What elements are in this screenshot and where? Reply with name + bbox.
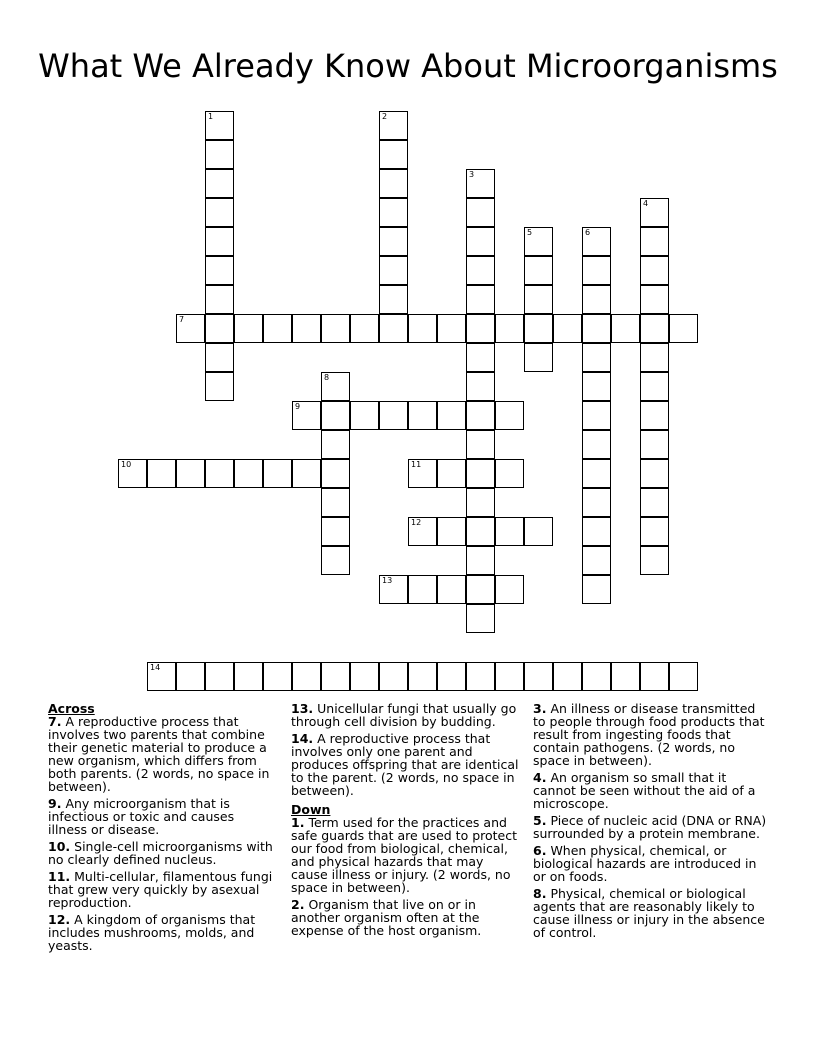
grid-cell[interactable] <box>582 459 611 488</box>
grid-cell[interactable] <box>292 459 321 488</box>
grid-cell[interactable] <box>466 227 495 256</box>
grid-cell[interactable] <box>640 401 669 430</box>
grid-cell[interactable] <box>640 372 669 401</box>
grid-cell[interactable] <box>437 575 466 604</box>
grid-cell[interactable] <box>582 343 611 372</box>
grid-cell[interactable] <box>582 662 611 691</box>
grid-cell[interactable] <box>263 662 292 691</box>
grid-cell[interactable] <box>495 517 524 546</box>
grid-cell[interactable] <box>466 517 495 546</box>
grid-cell[interactable] <box>321 401 350 430</box>
clue-across-11: 11. Multi-cellular, filamentous fungi that grew very quickly by asexual reproduction. <box>48 869 273 910</box>
clue-across-13: 13. Unicellular fungi that usually go through cell division by budding. <box>291 701 517 729</box>
grid-cell[interactable] <box>466 575 495 604</box>
grid-cell[interactable] <box>147 459 176 488</box>
grid-cell[interactable] <box>640 198 669 227</box>
grid-cell[interactable] <box>205 198 234 227</box>
grid-cell[interactable] <box>582 488 611 517</box>
grid-cell[interactable] <box>640 459 669 488</box>
grid-cell[interactable] <box>669 314 698 343</box>
grid-cell[interactable] <box>147 662 176 691</box>
clue-down-2: 2. Organism that live on or in another organism often at the expense of the host organism. <box>291 897 482 938</box>
clue-down-8: 8. Physical, chemical or biological agents that are reasonably likely to cause illness or injury in the absence of control. <box>533 886 765 940</box>
grid-cell[interactable] <box>379 575 408 604</box>
grid-cell[interactable] <box>379 401 408 430</box>
clue-across-12: 12. A kingdom of organisms that includes mushrooms, molds, and yeasts. <box>48 912 256 953</box>
grid-cell[interactable] <box>466 256 495 285</box>
grid-cell[interactable] <box>640 430 669 459</box>
grid-cell[interactable] <box>553 314 582 343</box>
grid-cell[interactable] <box>379 140 408 169</box>
cell-number: 8 <box>324 373 330 382</box>
grid-cell[interactable] <box>640 488 669 517</box>
cell-number: 6 <box>585 228 591 237</box>
grid-cell[interactable] <box>176 459 205 488</box>
grid-cell[interactable] <box>466 459 495 488</box>
grid-cell[interactable] <box>321 372 350 401</box>
grid-cell[interactable] <box>205 169 234 198</box>
grid-cell[interactable] <box>582 285 611 314</box>
grid-cell[interactable] <box>582 517 611 546</box>
grid-cell[interactable] <box>379 662 408 691</box>
grid-cell[interactable] <box>292 401 321 430</box>
grid-cell[interactable] <box>205 459 234 488</box>
grid-cell[interactable] <box>234 314 263 343</box>
grid-cell[interactable] <box>640 343 669 372</box>
grid-cell[interactable] <box>437 314 466 343</box>
grid-cell[interactable] <box>205 227 234 256</box>
grid-cell[interactable] <box>205 140 234 169</box>
cell-number: 13 <box>382 576 393 585</box>
grid-cell[interactable] <box>466 314 495 343</box>
grid-cell[interactable] <box>321 459 350 488</box>
grid-cell[interactable] <box>640 285 669 314</box>
grid-cell[interactable] <box>466 372 495 401</box>
clue-across-9: 9. Any microorganism that is infectious or toxic and causes illness or disease. <box>48 796 235 837</box>
cell-number: 11 <box>411 460 422 469</box>
grid-cell[interactable] <box>205 662 234 691</box>
grid-cell[interactable] <box>524 285 553 314</box>
grid-cell[interactable] <box>466 546 495 575</box>
grid-cell[interactable] <box>495 662 524 691</box>
grid-cell[interactable] <box>321 314 350 343</box>
grid-cell[interactable] <box>379 285 408 314</box>
grid-cell[interactable] <box>408 517 437 546</box>
clues-column-2 <box>291 702 523 941</box>
grid-cell[interactable] <box>176 314 205 343</box>
grid-cell[interactable] <box>495 314 524 343</box>
grid-cell[interactable] <box>582 314 611 343</box>
grid-cell[interactable] <box>582 401 611 430</box>
grid-cell[interactable] <box>321 488 350 517</box>
grid-cell[interactable] <box>205 372 234 401</box>
grid-cell[interactable] <box>582 372 611 401</box>
grid-cell[interactable] <box>466 430 495 459</box>
grid-cell[interactable] <box>408 314 437 343</box>
grid-cell[interactable] <box>582 430 611 459</box>
grid-cell[interactable] <box>205 111 234 140</box>
grid-cell[interactable] <box>350 662 379 691</box>
grid-cell[interactable] <box>321 662 350 691</box>
grid-cell[interactable] <box>437 517 466 546</box>
grid-cell[interactable] <box>669 662 698 691</box>
grid-cell[interactable] <box>466 343 495 372</box>
grid-cell[interactable] <box>466 662 495 691</box>
grid-cell[interactable] <box>437 662 466 691</box>
cell-number: 2 <box>382 112 388 121</box>
grid-cell[interactable] <box>524 314 553 343</box>
grid-cell[interactable] <box>466 488 495 517</box>
grid-cell[interactable] <box>495 401 524 430</box>
grid-cell[interactable] <box>408 575 437 604</box>
grid-cell[interactable] <box>408 459 437 488</box>
grid-cell[interactable] <box>234 662 263 691</box>
grid-cell[interactable] <box>640 314 669 343</box>
page-title: What We Already Know About Microorganisms <box>38 47 778 85</box>
grid-cell[interactable] <box>321 546 350 575</box>
clue-across-14: 14. A reproductive process that involves only one parent and produces offspring that are identical to the parent. (2 words, no space in between). <box>291 731 519 798</box>
clue-across-10: 10. Single-cell microorganisms with no clearly defined nucleus. <box>48 839 273 867</box>
grid-cell[interactable] <box>379 256 408 285</box>
grid-cell[interactable] <box>379 111 408 140</box>
clue-across-7: 7. A reproductive process that involves two parents that combine their genetic material to produce a new organism, which differs from both parents. (2 words, no space in between). <box>48 714 270 794</box>
clue-down-1: 1. Term used for the practices and safe guards that are used to protect our food from biological, chemical, and physical hazards that may cause illness or injury. (2 words, no space in between). <box>291 815 518 895</box>
grid-cell[interactable] <box>640 256 669 285</box>
grid-cell[interactable] <box>437 401 466 430</box>
grid-cell[interactable] <box>466 169 495 198</box>
grid-cell[interactable] <box>495 459 524 488</box>
grid-cell[interactable] <box>321 430 350 459</box>
grid-cell[interactable] <box>495 575 524 604</box>
grid-cell[interactable] <box>234 459 263 488</box>
cell-number: 14 <box>150 663 161 672</box>
grid-cell[interactable] <box>176 662 205 691</box>
cell-number: 1 <box>208 112 214 121</box>
grid-cell[interactable] <box>582 575 611 604</box>
clues-column-3 <box>533 702 769 943</box>
across-heading: Across <box>48 701 95 716</box>
cell-number: 12 <box>411 518 422 527</box>
grid-cell[interactable] <box>611 662 640 691</box>
grid-cell[interactable] <box>466 285 495 314</box>
grid-cell[interactable] <box>582 546 611 575</box>
grid-cell[interactable] <box>379 198 408 227</box>
cell-number: 10 <box>121 460 132 469</box>
grid-cell[interactable] <box>118 459 147 488</box>
grid-cell[interactable] <box>524 662 553 691</box>
grid-cell[interactable] <box>408 662 437 691</box>
clue-down-4: 4. An organism so small that it cannot be seen without the aid of a microscope. <box>533 770 756 811</box>
clue-down-6: 6. When physical, chemical, or biological hazards are introduced in or on foods. <box>533 843 757 884</box>
cell-number: 4 <box>643 199 649 208</box>
grid-cell[interactable] <box>205 256 234 285</box>
cell-number: 3 <box>469 170 475 179</box>
grid-cell[interactable] <box>379 169 408 198</box>
grid-cell[interactable] <box>466 604 495 633</box>
grid-cell[interactable] <box>408 401 437 430</box>
grid-cell[interactable] <box>350 401 379 430</box>
grid-cell[interactable] <box>640 517 669 546</box>
grid-cell[interactable] <box>292 314 321 343</box>
grid-cell[interactable] <box>466 198 495 227</box>
grid-cell[interactable] <box>524 343 553 372</box>
cell-number: 7 <box>179 315 185 324</box>
grid-cell[interactable] <box>205 285 234 314</box>
grid-cell[interactable] <box>640 662 669 691</box>
down-heading: Down <box>291 802 331 817</box>
grid-cell[interactable] <box>466 401 495 430</box>
cell-number: 5 <box>527 228 533 237</box>
grid-cell[interactable] <box>640 227 669 256</box>
grid-cell[interactable] <box>553 662 582 691</box>
grid-cell[interactable] <box>263 314 292 343</box>
clue-down-3: 3. An illness or disease transmitted to people through food products that result from ingesting foods that contain pathogens. (2 words, no space in between). <box>533 701 765 768</box>
grid-cell[interactable] <box>640 546 669 575</box>
grid-cell[interactable] <box>205 314 234 343</box>
grid-cell[interactable] <box>379 314 408 343</box>
grid-cell[interactable] <box>524 517 553 546</box>
grid-cell[interactable] <box>205 343 234 372</box>
clue-down-5: 5. Piece of nucleic acid (DNA or RNA) surrounded by a protein membrane. <box>533 813 767 841</box>
grid-cell[interactable] <box>437 459 466 488</box>
grid-cell[interactable] <box>582 227 611 256</box>
clues-column-1 <box>48 702 276 956</box>
grid-cell[interactable] <box>524 256 553 285</box>
grid-cell[interactable] <box>350 314 379 343</box>
cell-number: 9 <box>295 402 301 411</box>
grid-cell[interactable] <box>263 459 292 488</box>
grid-cell[interactable] <box>611 314 640 343</box>
grid-cell[interactable] <box>292 662 321 691</box>
grid-cell[interactable] <box>321 517 350 546</box>
grid-cell[interactable] <box>524 227 553 256</box>
grid-cell[interactable] <box>582 256 611 285</box>
grid-cell[interactable] <box>379 227 408 256</box>
